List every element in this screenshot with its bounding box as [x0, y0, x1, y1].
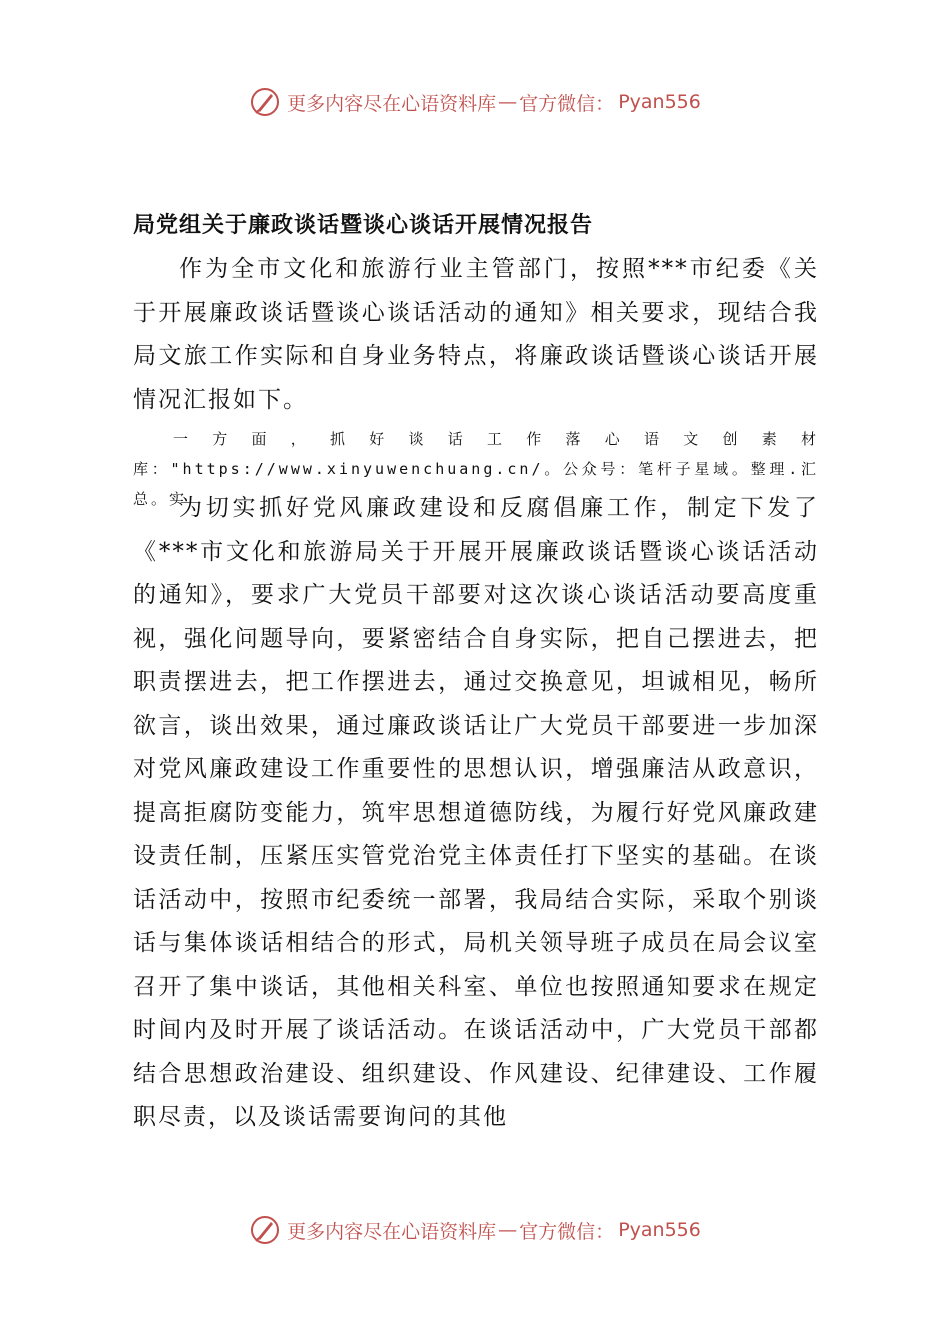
watermark-note: 一方面，抓好谈话工作落心语文创素材库："https://www.xinyuwenchuang.cn/。公众号：笔杆子星域。整理.汇总。实 [133, 430, 819, 508]
document-title: 局党组关于廉政谈话暨谈心谈话开展情况报告 [133, 212, 594, 238]
banner-separator: — [498, 91, 518, 113]
wechat-id: Pyan556 [618, 91, 701, 113]
header-banner[interactable] [0, 82, 950, 122]
quill-pen-icon [249, 1214, 281, 1246]
banner-text: 更多内容尽在心语资料库 [287, 92, 497, 115]
paragraph-main: 为切实抓好党风廉政建设和反腐倡廉工作，制定下发了《***市文化和旅游局关于开展开展廉政谈话暨谈心谈话活动的通知》，要求广大党员干部要对这次谈心谈话活动要高度重视，强化问题导向，要紧密结合自身实际，把自己摆进去，把职责摆进去，把工作摆进去，通过交换意见，坦诚相见，畅所欲言，谈出效果，通过廉政谈话让广大党员干部要进一步加深对党风廉政建设工作重要性的思想认识，增强廉洁从政意识，提高拒腐防变能力，筑牢思想道德防线，为履行好党风廉政建设责任制，压紧压实管党治党主体责任打下坚实的基础。在谈话活动中，按照市纪委统一部署，我局结合实际，采取个别谈话与集体谈话相结合的形式，局机关领导班子成员在局会议室召开了集中谈话，其他相关科室、单位也按照通知要求在规定时间内及时开展了谈话活动。在谈话活动中，广大党员干部都结合思想政治建设、组织建设、作风建设、纪律建设、工作履职尽责，以及谈话需要询问的其他 [133, 495, 819, 1130]
paragraph-intro: 作为全市文化和旅游行业主管部门，按照***市纪委《关于开展廉政谈话暨谈心谈话活动的通知》相关要求，现结合我局文旅工作实际和自身业务特点，将廉政谈话暨谈心谈话开展情况汇报如下。 [133, 256, 819, 413]
banner-text: 更多内容尽在心语资料库 [287, 1220, 497, 1243]
wechat-label: 官方微信： [519, 92, 615, 115]
footer-banner[interactable] [0, 1210, 950, 1250]
wechat-label: 官方微信： [519, 1220, 615, 1243]
wechat-id: Pyan556 [618, 1219, 701, 1241]
quill-pen-icon [249, 86, 281, 118]
banner-separator: — [498, 1219, 518, 1241]
